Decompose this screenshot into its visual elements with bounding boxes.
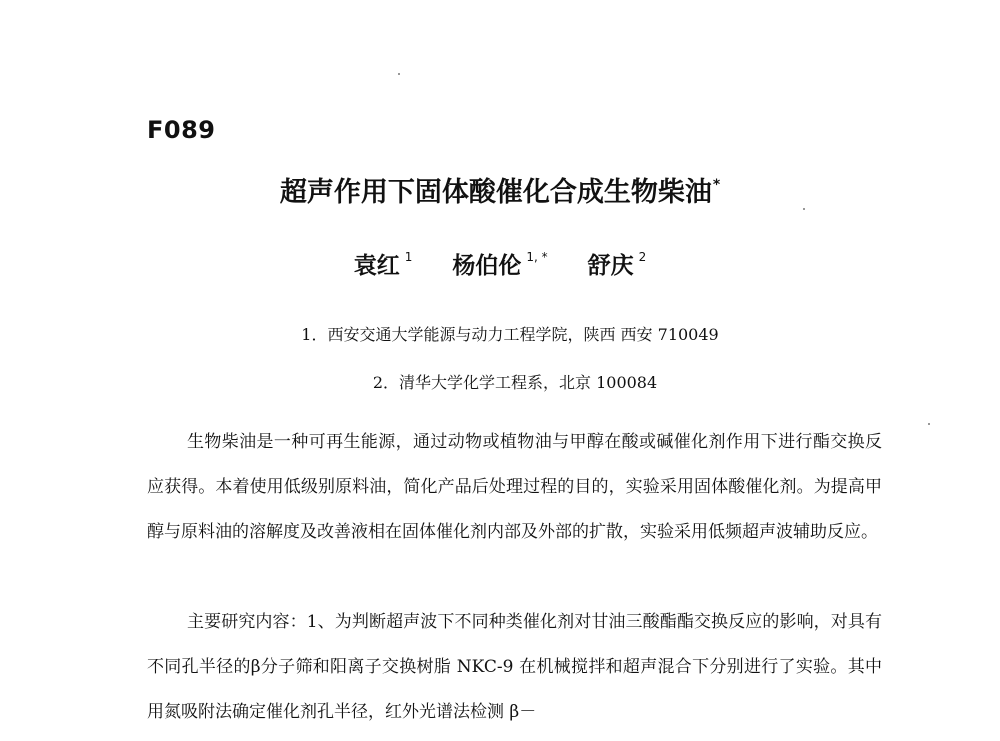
paragraph-text: 生物柴油是一种可再生能源，通过动物或植物油与甲醇在酸或碱催化剂作用下进行酯交换反应获得。本着使用低级别原料油，简化产品后处理过程的目的，实验采用固体酸催化剂。为提高甲醇与原料油的溶解度及改善液相在固体催化剂内部及外部的扩散，实验采用低频超声波辅助反应。 (147, 432, 882, 542)
author-list (0, 247, 1000, 280)
author-name: 舒庆 (587, 253, 634, 279)
abstract-paragraph (147, 420, 882, 555)
author (452, 247, 547, 280)
title-footnote-mark: * (712, 177, 721, 193)
paragraph-text: 主要研究内容：1、为判断超声波下不同种类催化剂对甘油三酸酯酯交换反应的影响，对具有不同孔半径的β分子筛和阳离子交换树脂 NKC-9 在机械搅拌和超声混合下分别进行了实验。其中用氮吸附法确定催化剂孔半径，红外光谱法检测 β－ (147, 612, 882, 722)
paper-title (0, 170, 1000, 209)
author-affiliation-mark: 2 (638, 250, 647, 264)
author (354, 247, 413, 280)
affiliation: 1．西安交通大学能源与动力工程学院，陕西 西安 710049 (301, 325, 719, 344)
classification-code: F089 (147, 116, 216, 144)
author-name: 袁红 (353, 253, 400, 279)
author-name: 杨伯伦 (452, 253, 522, 279)
affiliation: 2．清华大学化学工程系，北京 100084 (372, 373, 658, 392)
body-paragraph (147, 600, 882, 735)
author (588, 247, 647, 280)
author-affiliation-mark: 1, * (526, 250, 548, 264)
scan-speck (928, 423, 930, 425)
author-affiliation-mark: 1 (404, 250, 413, 264)
paper-title-text: 超声作用下固体酸催化合成生物柴油 (279, 177, 712, 208)
scan-speck (803, 208, 805, 210)
scan-speck (398, 73, 400, 75)
